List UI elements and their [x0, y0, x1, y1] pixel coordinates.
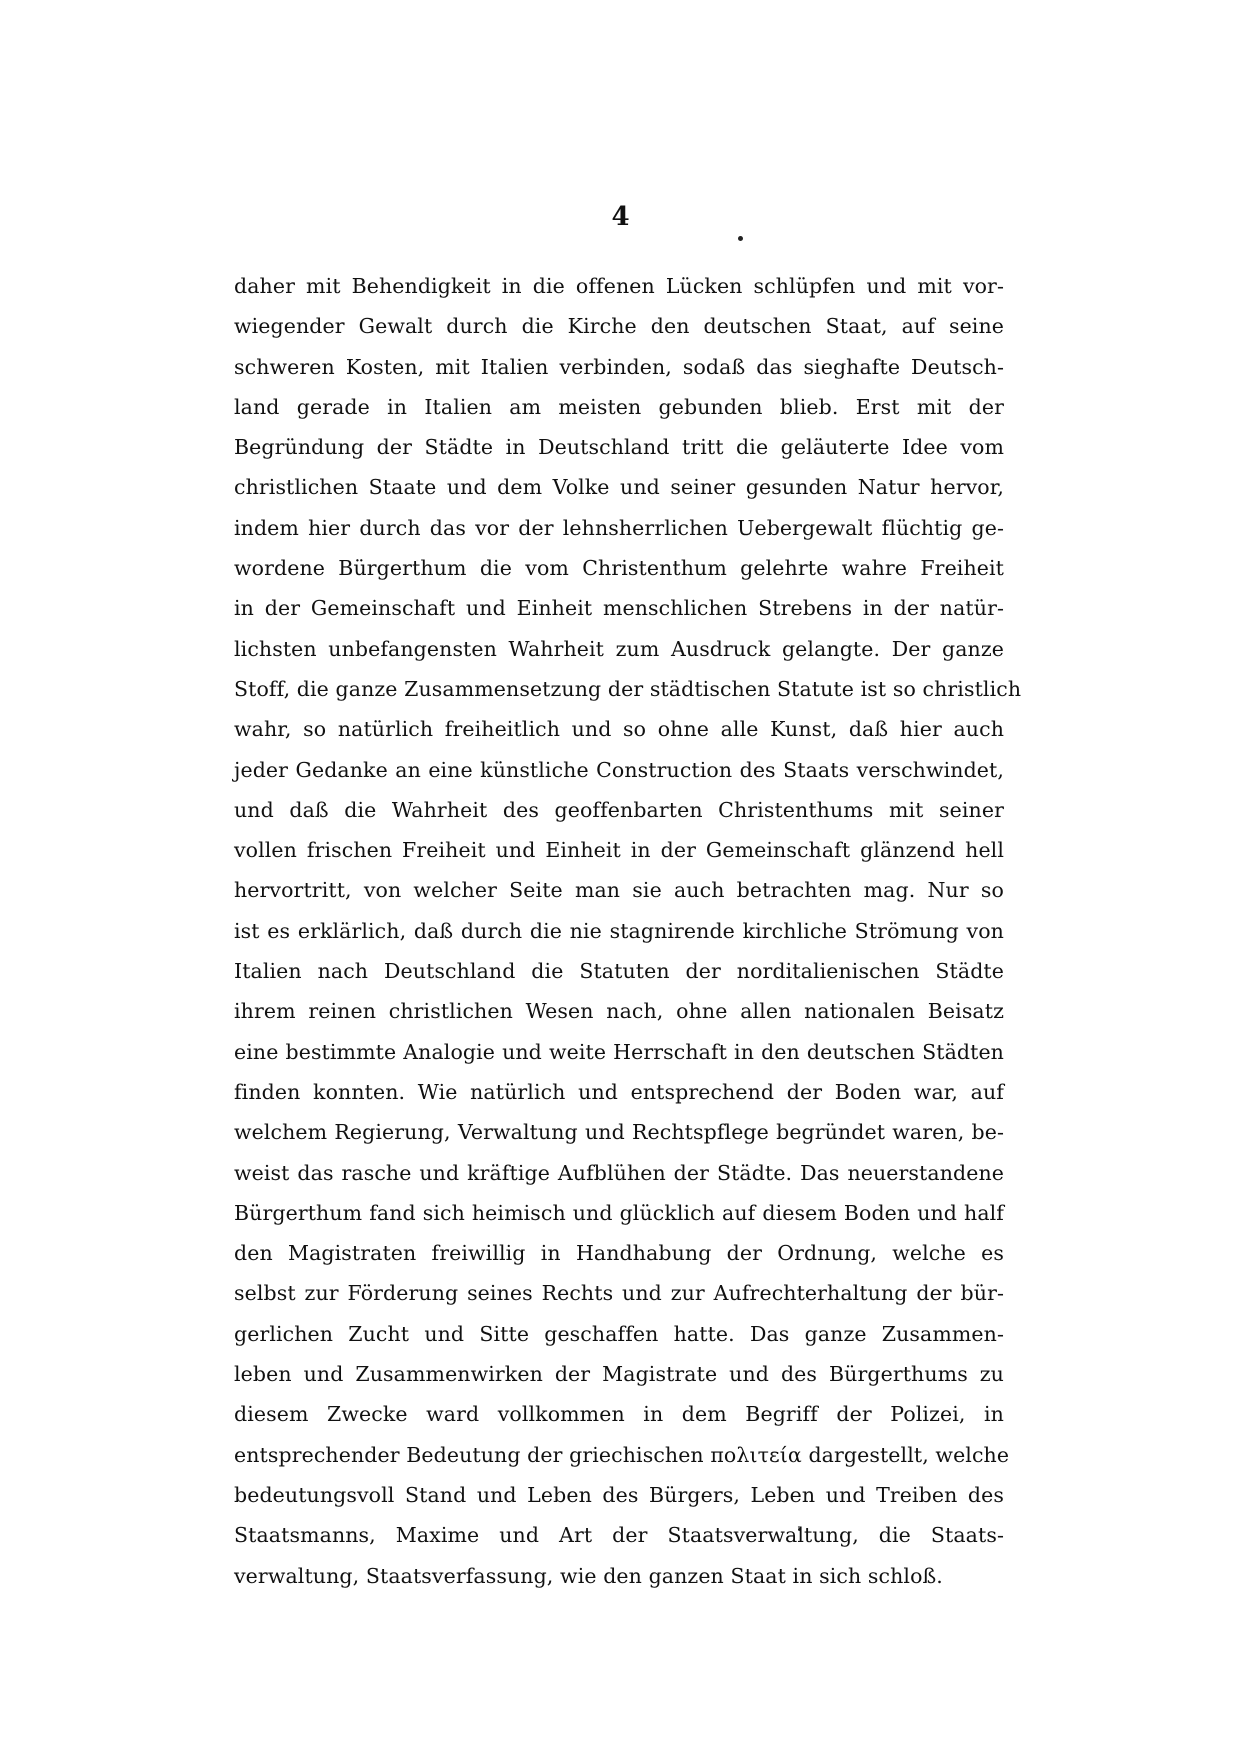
text-line: bedeutungsvoll Stand und Leben des Bürgers, Leben und Treiben des: [234, 1482, 1004, 1507]
page-number: 4: [611, 202, 630, 232]
text-line: und daß die Wahrheit des geoffenbarten Christenthums mit seiner: [234, 797, 1004, 822]
text-line: daher mit Behendigkeit in die offenen Lücken schlüpfen und mit vor-: [234, 274, 1004, 298]
text-line: weist das rasche und kräftige Aufblühen der Städte. Das neuerstandene: [234, 1160, 1004, 1185]
text-line: land gerade in Italien am meisten gebunden blieb. Erst mit der: [234, 394, 1004, 419]
text-line: den Magistraten freiwillig in Handhabung der Ordnung, welche es: [234, 1241, 1004, 1266]
text-line: vollen frischen Freiheit und Einheit in der Gemeinschaft glänzend hell: [234, 838, 1004, 863]
text-line: wordene Bürgerthum die vom Christenthum gelehrte wahre Freiheit: [234, 556, 1004, 581]
text-line: verwaltung, Staatsverfassung, wie den ganzen Staat in sich schloß.: [234, 1563, 943, 1588]
text-line: Begründung der Städte in Deutschland tritt die geläuterte Idee vom: [234, 435, 1004, 460]
text-line: Stoff, die ganze Zusammensetzung der städtischen Statute ist so christlich: [234, 676, 1022, 701]
text-line: ist es erklärlich, daß durch die nie stagnirende kirchliche Strömung von: [234, 918, 1004, 943]
text-line: ihrem reinen christlichen Wesen nach, ohne allen nationalen Beisatz: [234, 999, 1004, 1024]
text-line: eine bestimmte Analogie und weite Herrschaft in den deutschen Städten: [234, 1039, 1004, 1064]
text-line: finden konnten. Wie natürlich und entsprechend der Boden war, auf: [234, 1079, 1004, 1104]
text-line: Bürgerthum fand sich heimisch und glücklich auf diesem Boden und half: [234, 1200, 1004, 1225]
text-line: hervortritt, von welcher Seite man sie auch betrachten mag. Nur so: [234, 878, 1004, 903]
text-line: in der Gemeinschaft und Einheit menschlichen Strebens in der natür-: [234, 596, 1004, 621]
body-text: [234, 266, 1022, 1596]
text-line: lichsten unbefangensten Wahrheit zum Ausdruck gelangte. Der ganze: [234, 636, 1004, 661]
text-line: selbst zur Förderung seines Rechts und zur Aufrechterhaltung der bür-: [234, 1281, 1004, 1306]
text-line: indem hier durch das vor der lehnsherrlichen Uebergewalt flüchtig ge-: [234, 515, 1004, 540]
text-line: Italien nach Deutschland die Statuten der norditalienischen Städte: [234, 959, 1004, 984]
text-line: schweren Kosten, mit Italien verbinden, sodaß das sieghafte Deutsch-: [234, 354, 1004, 379]
text-line: diesem Zwecke ward vollkommen in dem Begriff der Polizei, in: [234, 1402, 1004, 1427]
text-line: Staatsmanns, Maxime und Art der Staatsverwaltung, die Staats-: [234, 1523, 1004, 1548]
text-line: entsprechender Bedeutung der griechischen πολιτεία dargestellt, welche: [234, 1442, 1010, 1467]
text-line: wiegender Gewalt durch die Kirche den deutschen Staat, auf seine: [234, 314, 1004, 339]
text-line: jeder Gedanke an eine künstliche Construction des Staats verschwindet,: [234, 757, 1004, 782]
text-line: christlichen Staate und dem Volke und seiner gesunden Natur hervor,: [234, 475, 1004, 500]
text-line: leben und Zusammenwirken der Magistrate und des Bürgerthums zu: [234, 1362, 1004, 1387]
text-line: wahr, so natürlich freiheitlich und so ohne alle Kunst, daß hier auch: [234, 717, 1004, 742]
text-line: gerlichen Zucht und Sitte geschaffen hatte. Das ganze Zusammen-: [234, 1321, 1004, 1346]
print-speck: [738, 236, 743, 241]
text-line: welchem Regierung, Verwaltung und Rechtspflege begründet waren, be-: [234, 1120, 1004, 1145]
